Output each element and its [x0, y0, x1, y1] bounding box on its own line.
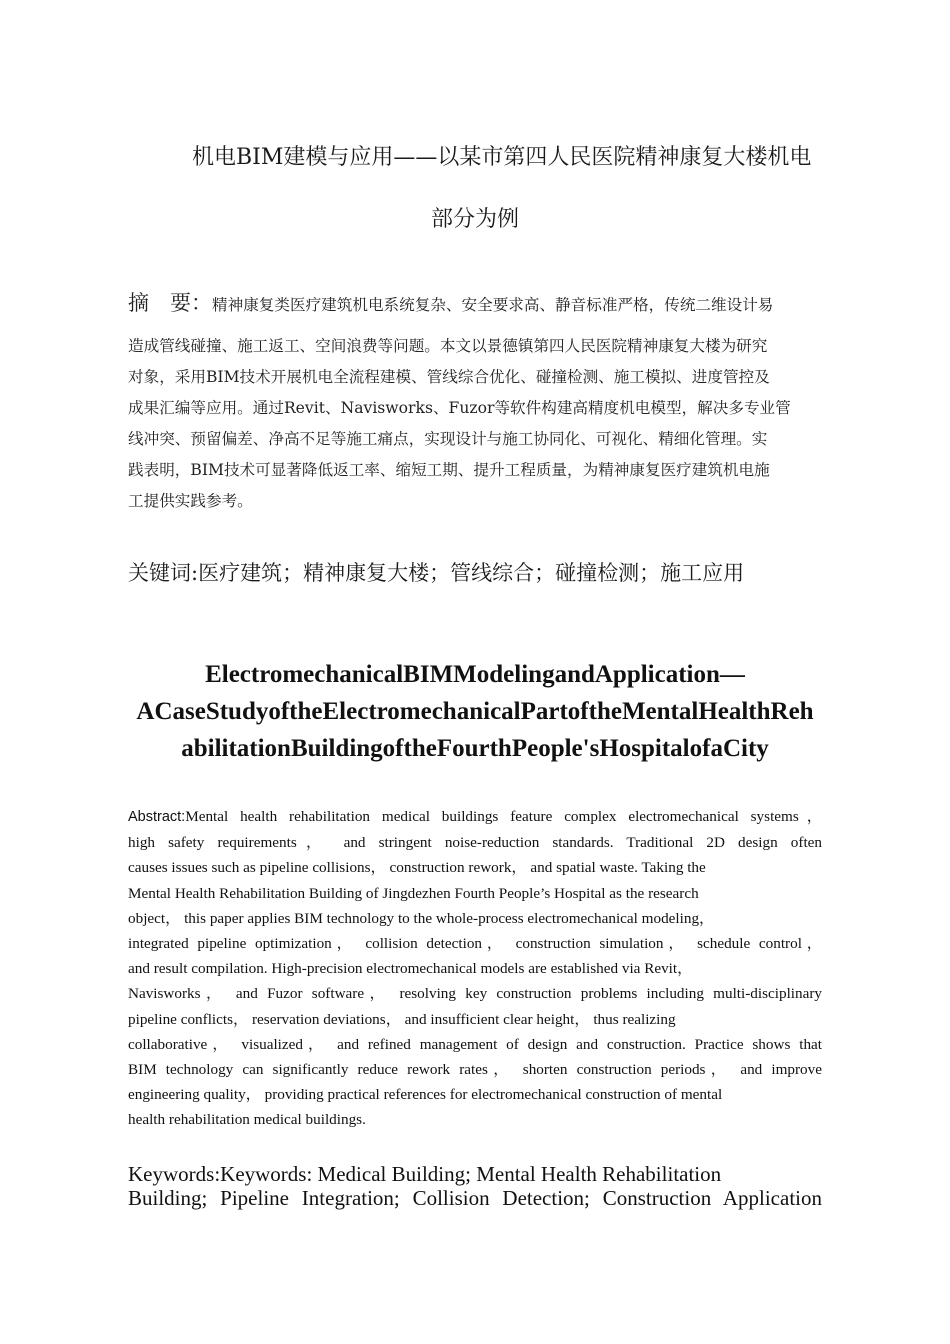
english-title-line: ElectromechanicalBIMModelingandApplication— — [205, 661, 745, 688]
english-abstract-text: object， this paper applies BIM technology to the whole-process electromechanical modeling， — [128, 909, 715, 927]
english-abstract-label: Abstract: — [128, 809, 186, 825]
chinese-abstract-text: 践表明，BIM技术可显著降低返工率、缩短工期、提升工程质量，为精神康复医疗建筑机电施 — [128, 461, 770, 479]
chinese-abstract-text: 造成管线碰撞、施工返工、空间浪费等问题。本文以景德镇第四人民医院精神康复大楼为研究 — [128, 337, 768, 355]
english-title-line: ACaseStudyoftheElectromechanicalPartoftheMentalHealthReh — [136, 698, 814, 725]
english-abstract — [128, 804, 822, 1133]
chinese-abstract-text: 成果汇编等应用。通过Revit、Navisworks、Fuzor等软件构建高精度机电模型，解决多专业管 — [128, 399, 791, 417]
english-abstract-text: high safety requirements， and stringent noise-reduction standards. Traditional 2D design often — [128, 834, 822, 852]
english-abstract-text: health rehabilitation medical buildings. — [128, 1111, 366, 1129]
chinese-abstract-label: 摘 要： — [128, 291, 212, 315]
chinese-title-line-2: 部分为例 — [430, 207, 519, 232]
english-keywords-line: Building; Pipeline Integration; Collision Detection; Construction Application — [128, 1186, 822, 1210]
chinese-abstract-text: 对象，采用BIM技术开展机电全流程建模、管线综合优化、碰撞检测、施工模拟、进度管控及 — [128, 368, 770, 386]
english-abstract-text: pipeline conflicts， reservation deviations， and insufficient clear height， thus realizing — [128, 1010, 676, 1028]
english-keywords-line: Keywords:Keywords: Medical Building; Mental Health Rehabilitation — [128, 1162, 722, 1186]
english-abstract-text: causes issues such as pipeline collisions， construction rework， and spatial waste. Taking the — [128, 859, 706, 877]
english-abstract-text: collaborative， visualized， and refined management of design and construction. Practice shows that — [128, 1035, 822, 1053]
english-abstract-text: BIM technology can significantly reduce rework rates， shorten construction periods， and improve — [128, 1061, 822, 1079]
chinese-abstract-body — [128, 331, 822, 517]
english-abstract-text: integrated pipeline optimization， collision detection， construction simulation， schedule control， — [128, 935, 822, 953]
english-abstract-text: engineering quality， providing practical references for electromechanical construction of mental — [128, 1086, 723, 1104]
english-title-line: abilitationBuildingoftheFourthPeople'sHospitalofaCity — [181, 735, 769, 762]
english-keywords — [128, 1162, 822, 1210]
chinese-abstract-text: 工提供实践参考。 — [128, 492, 253, 510]
english-abstract-text: and result compilation. High-precision electromechanical models are established via Revit， — [128, 960, 693, 978]
chinese-abstract-text: 精神康复类医疗建筑机电系统复杂、安全要求高、静音标准严格，传统二维设计易 — [212, 296, 774, 314]
chinese-keywords: 关键词:医疗建筑；精神康复大楼；管线综合；碰撞检测；施工应用 — [128, 561, 745, 585]
chinese-abstract-text: 线冲突、预留偏差、净高不足等施工痛点，实现设计与施工协同化、可视化、精细化管理。实 — [128, 430, 768, 448]
english-abstract-text: Mental health rehabilitation medical buildings feature complex electromechanical systems， — [185, 808, 822, 825]
chinese-abstract-first-line — [128, 288, 822, 321]
english-title — [120, 656, 830, 767]
english-abstract-text: Navisworks， and Fuzor software， resolving key construction problems including multi-disciplinary — [128, 985, 822, 1003]
chinese-title-line-1: 机电BIM建模与应用——以某市第四人民医院精神康复大楼机电 — [192, 145, 812, 170]
english-abstract-text: Mental Health Rehabilitation Building of Jingdezhen Fourth People’s Hospital as the research — [128, 884, 699, 902]
